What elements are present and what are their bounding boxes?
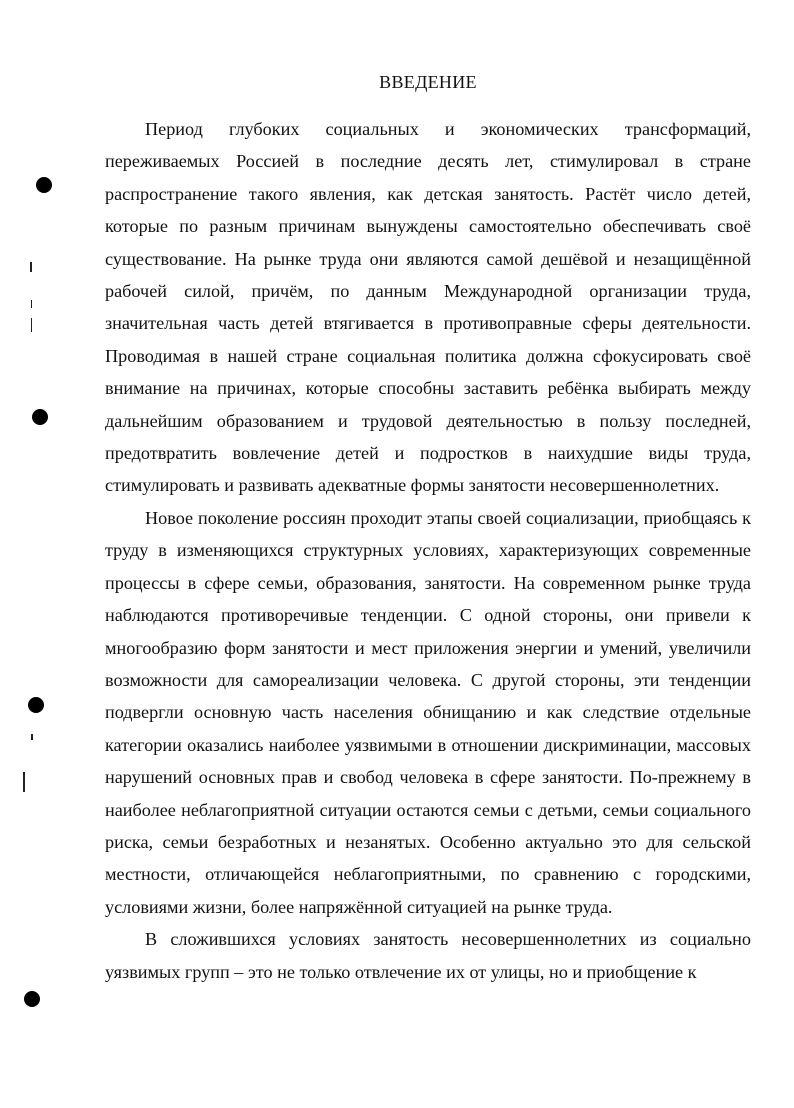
scan-artifact bbox=[31, 318, 32, 332]
page-heading: ВВЕДЕНИЕ bbox=[379, 72, 477, 92]
scan-artifact bbox=[23, 772, 25, 792]
paragraph-3: В сложившихся условиях занятость несовершеннолетних из социально уязвимых групп – это не только отвлечение их от улицы, но и приобщение к bbox=[105, 929, 751, 982]
scan-artifact bbox=[30, 262, 32, 272]
body-text bbox=[105, 113, 751, 988]
paragraph-1: Период глубоких социальных и экономических трансформаций, переживаемых Россией в последние десять лет, стимулировал в стране распространение такого явления, как детская занятость. Растёт число детей, которые по разным причинам вынуждены самостоятельно обеспечивать своё существование. На рынке труда они являются самой дешёвой и незащищённой рабочей силой, причём, по данным Международной организации труда, значительная часть детей втягивается в противоправные сферы деятельности. Проводимая в нашей стране социальная политика должна сфокусировать своё внимание на причинах, которые способны заставить ребёнка выбирать между дальнейшим образованием и трудовой деятельностью в пользу последней, предотвратить вовлечение детей и подростков в наихудшие виды труда, стимулировать и развивать адекватные формы занятости несовершеннолетних. bbox=[105, 119, 751, 496]
punch-hole-mark bbox=[24, 991, 40, 1007]
punch-hole-mark bbox=[28, 697, 44, 713]
punch-hole-mark bbox=[36, 177, 52, 193]
punch-hole-mark bbox=[32, 409, 48, 425]
scan-artifact bbox=[31, 300, 32, 308]
paragraph-2: Новое поколение россиян проходит этапы своей социализации, приобщаясь к труду в изменяющихся структурных условиях, характеризующих современные процессы в сфере семьи, образования, занятости. На современном рынке труда наблюдаются противоречивые тенденции. С одной стороны, они привели к многообразию форм занятости и мест приложения энергии и умений, увеличили возможности для самореализации человека. С другой стороны, эти тенденции подвергли основную часть населения обнищанию и как следствие отдельные категории оказались наиболее уязвимыми в отношении дискриминации, массовых нарушений основных прав и свобод человека в сфере занятости. По-прежнему в наиболее неблагоприятной ситуации остаются семьи с детьми, семьи социального риска, семьи безработных и незанятых. Особенно актуально это для сельской местности, отличающейся неблагоприятными, по сравнению с городскими, условиями жизни, более напряжённой ситуацией на рынке труда. bbox=[105, 507, 751, 917]
scan-artifact bbox=[31, 734, 33, 740]
